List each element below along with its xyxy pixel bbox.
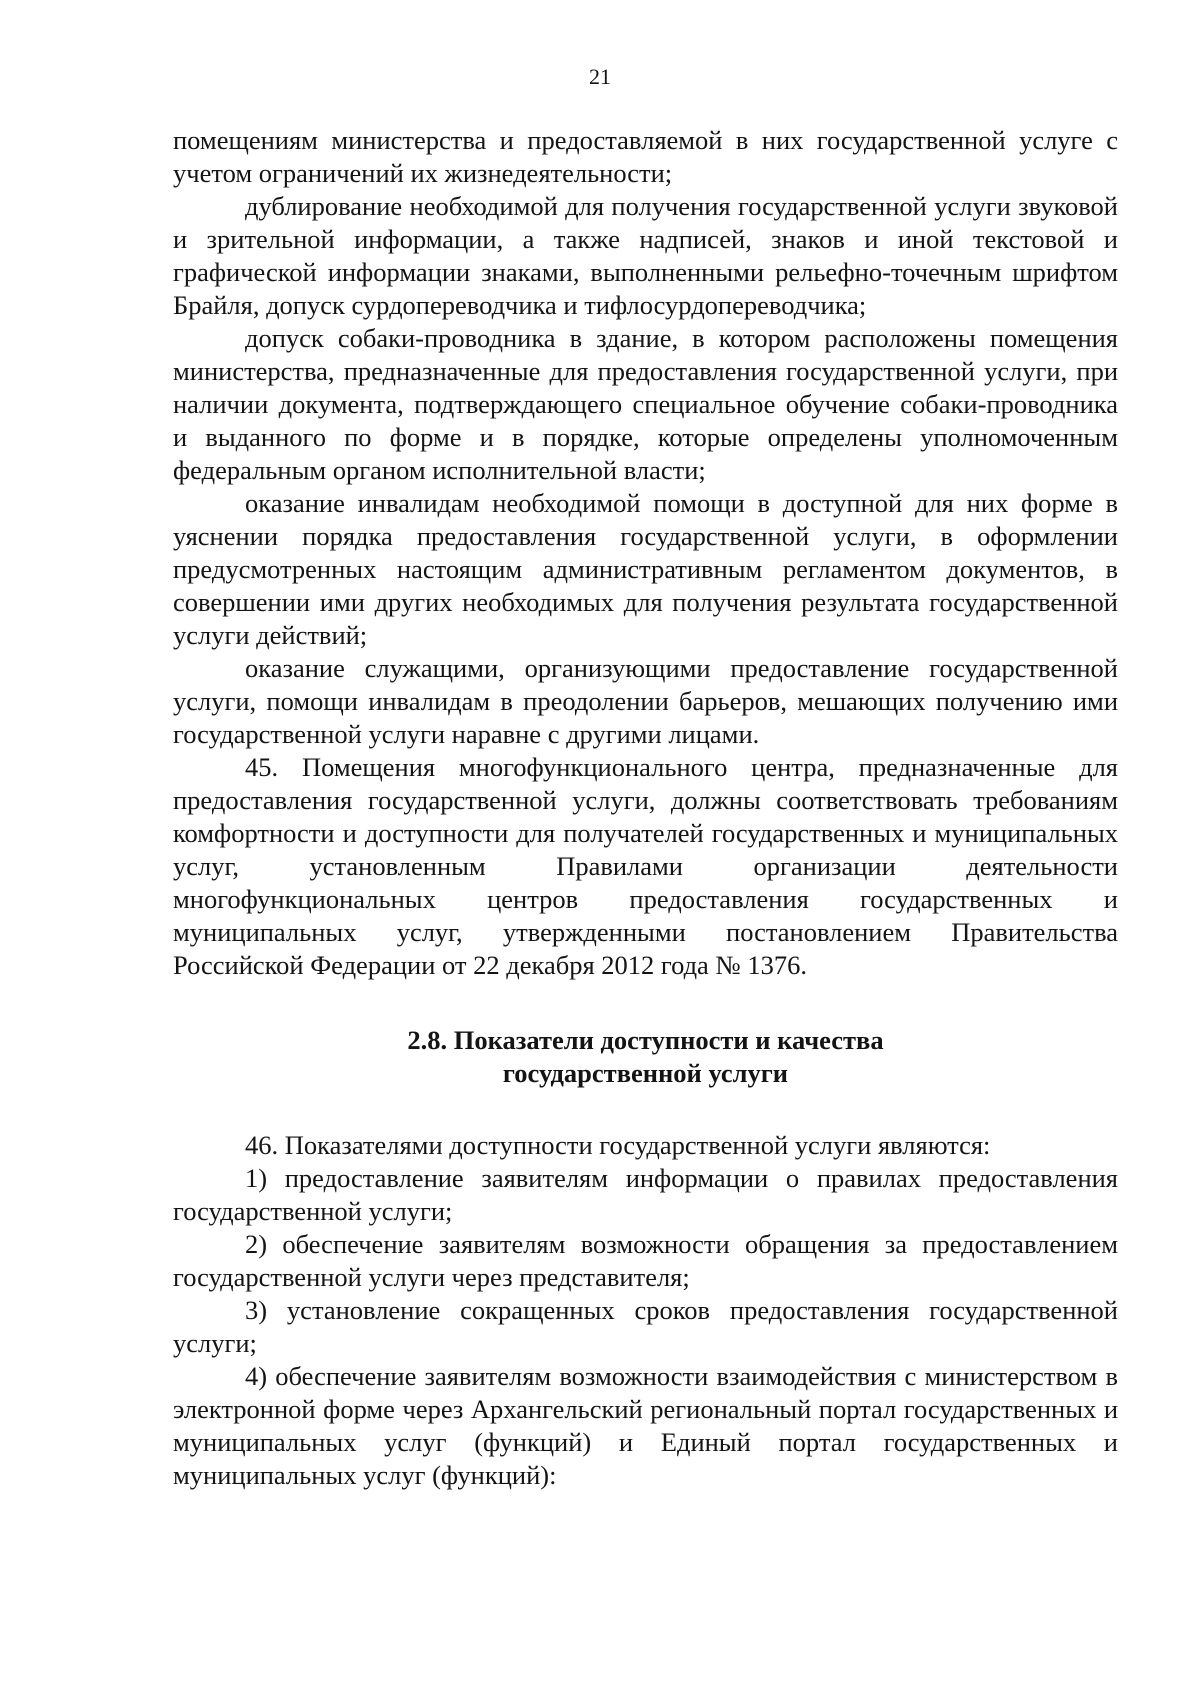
section-heading [173, 1024, 1118, 1090]
paragraph: 1) предоставление заявителям информации о правилах предоставления государственной услуги; [173, 1163, 1118, 1226]
page-number: 21 [589, 64, 611, 89]
paragraph: помещениям министерства и предоставляемой в них государственной услуге с учетом ограничений их жизнедеятельности; [173, 125, 1118, 188]
paragraph: 46. Показателями доступности государственной услуги являются: [245, 1130, 991, 1160]
paragraph: 4) обеспечение заявителям возможности взаимодействия с министерством в электронной форме через Архангельский региональный портал государственных и муниципальных услуг (функций) и Единый портал государственных и муниципальных услуг (функций): [173, 1361, 1118, 1490]
paragraph: оказание служащими, организующими предоставление государственной услуги, помощи инвалидам в преодолении барьеров, мешающих получению ими государственной услуги наравне с другими лицами. [173, 653, 1118, 749]
section-heading-line: 2.8. Показатели доступности и качества [407, 1025, 884, 1055]
paragraph: 3) установление сокращенных сроков предоставления государственной услуги; [173, 1295, 1118, 1358]
paragraph: оказание инвалидам необходимой помощи в доступной для них форме в уяснении порядка предоставления государственной услуги, в оформлении предусмотренных настоящим административным регламентом документов, в совершении ими других необходимых для получения результата государственной услуги действий; [173, 488, 1118, 650]
paragraph: допуск собаки-проводника в здание, в котором расположены помещения министерства, предназначенные для предоставления государственной услуги, при наличии документа, подтверждающего специальное обучение собаки-проводника и выданного по форме и в порядке, которые определены уполномоченным федеральным органом исполнительной власти; [173, 323, 1118, 485]
document-body [173, 124, 1118, 1492]
paragraph: 2) обеспечение заявителям возможности обращения за предоставлением государственной услуги через представителя; [173, 1229, 1118, 1292]
paragraph: дублирование необходимой для получения государственной услуги звуковой и зрительной информации, а также надписей, знаков и иной текстовой и графической информации знаками, выполненными рельефно-точечным шрифтом Брайля, допуск сурдопереводчика и тифлосурдопереводчика; [173, 191, 1118, 320]
section-heading-line: государственной услуги [502, 1058, 789, 1088]
paragraph: 45. Помещения многофункционального центра, предназначенные для предоставления государственной услуги, должны соответствовать требованиям комфортности и доступности для получателей государственных и муниципальных услуг, установленным Правилами организации деятельности многофункциональных центров предоставления государственных и муниципальных услуг, утвержденными постановлением Правительства Российской Федерации от 22 декабря 2012 года № 1376. [173, 752, 1118, 980]
